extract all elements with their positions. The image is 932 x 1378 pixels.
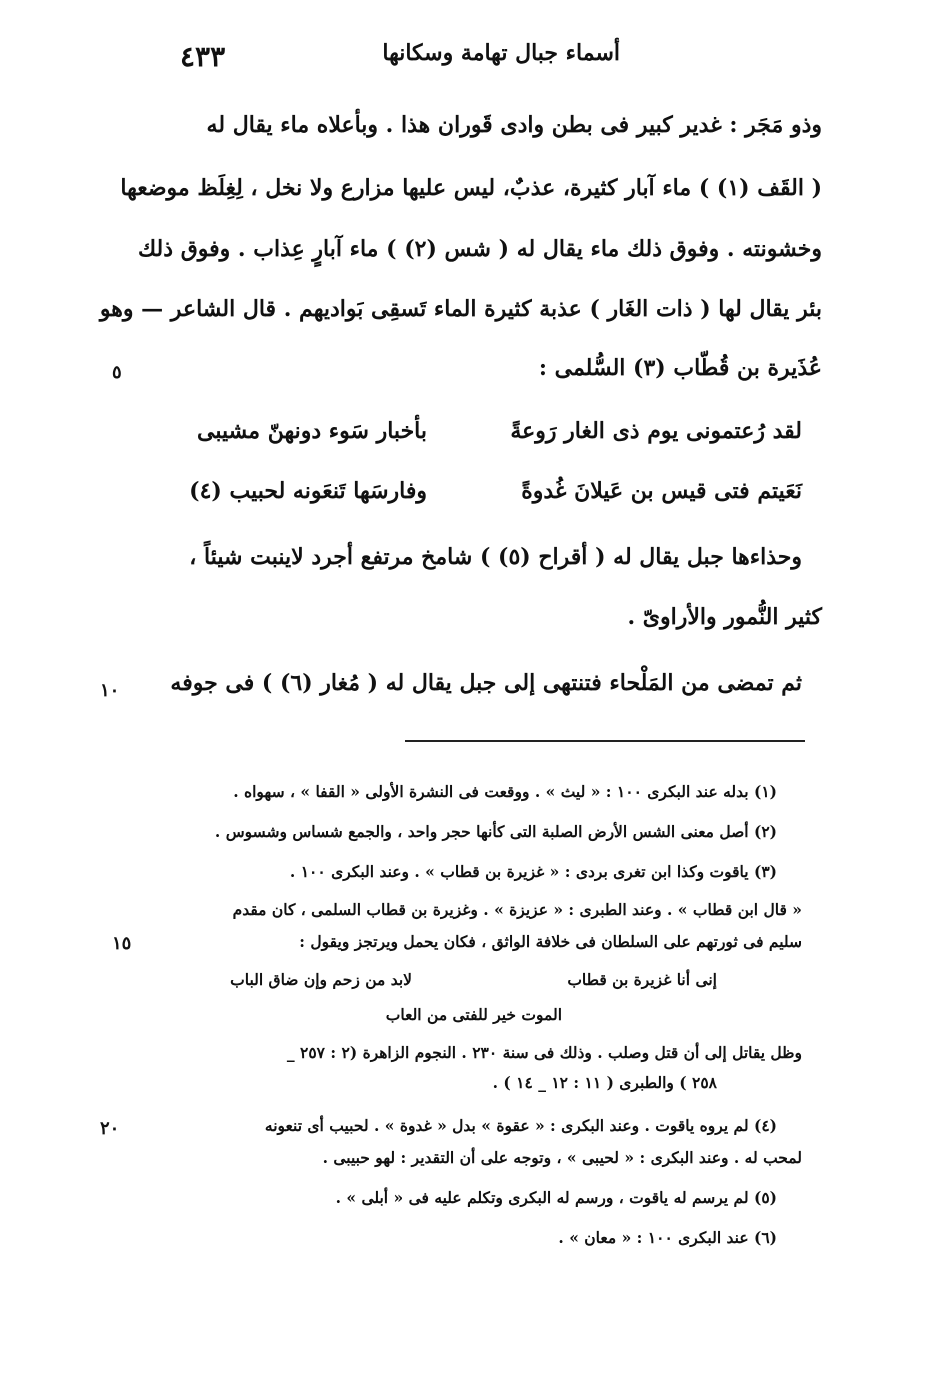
- footnote-2: (٢) أصل معنى الشس الأرض الصلبة التى كأنها حجر واحد ، والجمع شساس وشسوس .: [214, 822, 777, 841]
- page-number: ٤٣٣: [180, 40, 226, 73]
- footnote-verse-a: لابد من زحم وإن ضاق الباب: [230, 970, 412, 989]
- footnote-6: (٦) عند البكرى ١٠٠ : « معان » .: [558, 1228, 777, 1247]
- verse-2-second-hemistich: وفارسَها تَنعَونه لحبيب (٤): [189, 478, 427, 504]
- body-line-7: كثير النُّمور والأراوىّ .: [627, 604, 822, 630]
- margin-number-10: ١٠: [100, 680, 120, 701]
- footnote-4-line-1: (٤) لم يروه ياقوت . وعند البكرى : « عقوة » بدل « غدوة » . لحبيب أى تنعونه: [264, 1116, 777, 1135]
- footnote-3-line-1: (٣) ياقوت وكذا ابن تغرى بردى : « غزيرة بن قطاب » . وعند البكرى ١٠٠ .: [289, 862, 777, 881]
- body-line-1: وذو مَجَر : غدير كبير فى بطن وادى قَوران هذا . وبأعلاه ماء يقال له: [206, 112, 822, 138]
- verse-1-second-hemistich: بأخبار سَوء دونهنّ مشيبى: [197, 418, 427, 444]
- body-line-2: ( القَف (١) ) ماء آبار كثيرة، عذبٌ، ليس عليها مزارع ولا نخل ، لِغِلَظ موضعها: [120, 175, 822, 201]
- body-line-5: عُذَيرة بن قُطّاب (٣) السُّلمى :: [538, 355, 822, 381]
- footnote-1: (١) بدله عند البكرى ١٠٠ : « ليث » . ووقعت فى النشرة الأولى « القفا » ، سهواه .: [233, 782, 777, 801]
- verse-2-first-hemistich: نَعَيتم فتى قيس بن عَيلانَ غُدوةً: [521, 478, 802, 504]
- footnote-4-line-2: لمحب له . وعند البكرى : « لحيبى » ، وتوجه على أن التقدير : لهو حبيبى .: [322, 1148, 802, 1167]
- body-line-6: وحذاءها جبل يقال له ( أقراح (٥) ) شامخ مرتفع أجرد لاينبت شيئاً ،: [189, 544, 802, 570]
- margin-number-15: ١٥: [112, 933, 132, 954]
- footnote-3-line-4: وظل يقاتل إلى أن قتل وصلب . وذلك فى سنة ٢٣٠ . النجوم الزاهرة (٢ : ٢٥٧ _: [286, 1043, 802, 1062]
- body-line-8: ثم تمضى من المَلْحاء فتنتهى إلى جبل يقال له ( مُغار (٦) ) فى جوفه: [170, 670, 802, 696]
- running-title: أسماء جبال تهامة وسكانها: [382, 40, 620, 66]
- footnote-verse-c: الموت خير للفتى من العاب: [385, 1005, 562, 1024]
- verse-1-first-hemistich: لقد رُعتمونى يوم ذى الغار رَوعةً: [510, 418, 802, 444]
- body-line-4: بئر يقال لها ( ذات الغَار ) عذبة كثيرة الماء تَسقِى بَواديهم . قال الشاعر — وهو: [99, 296, 822, 322]
- page-header: [120, 40, 620, 80]
- margin-number-20: ٢٠: [100, 1118, 120, 1139]
- footnote-3-line-3: سليم فى ثورتهم على السلطان فى خلافة الواثق ، فكان يحمل ويرتجز ويقول :: [299, 932, 802, 951]
- footnote-separator: [405, 740, 805, 742]
- footnote-5: (٥) لم يرسم له ياقوت ، ورسم له البكرى وتكلم عليه فى « أبلى » .: [335, 1188, 777, 1207]
- footnote-verse-b: إنى أنا غزيرة بن قطاب: [567, 970, 717, 989]
- margin-number-5: ٥: [112, 362, 122, 383]
- body-line-3: وخشونته . وفوق ذلك ماء يقال له ( شس (٢) ) ماء آبارٍ عِذاب . وفوق ذلك: [138, 236, 822, 262]
- footnote-3-line-2: « قال ابن قطاب » . وعند الطبرى : « عزيزة » . وغزيرة بن قطاب السلمى ، كان مقدم: [232, 900, 802, 919]
- footnote-3-line-5: ٢٥٨ ) والطبرى ( ١١ : ١٢ _ ١٤ ) .: [492, 1073, 717, 1092]
